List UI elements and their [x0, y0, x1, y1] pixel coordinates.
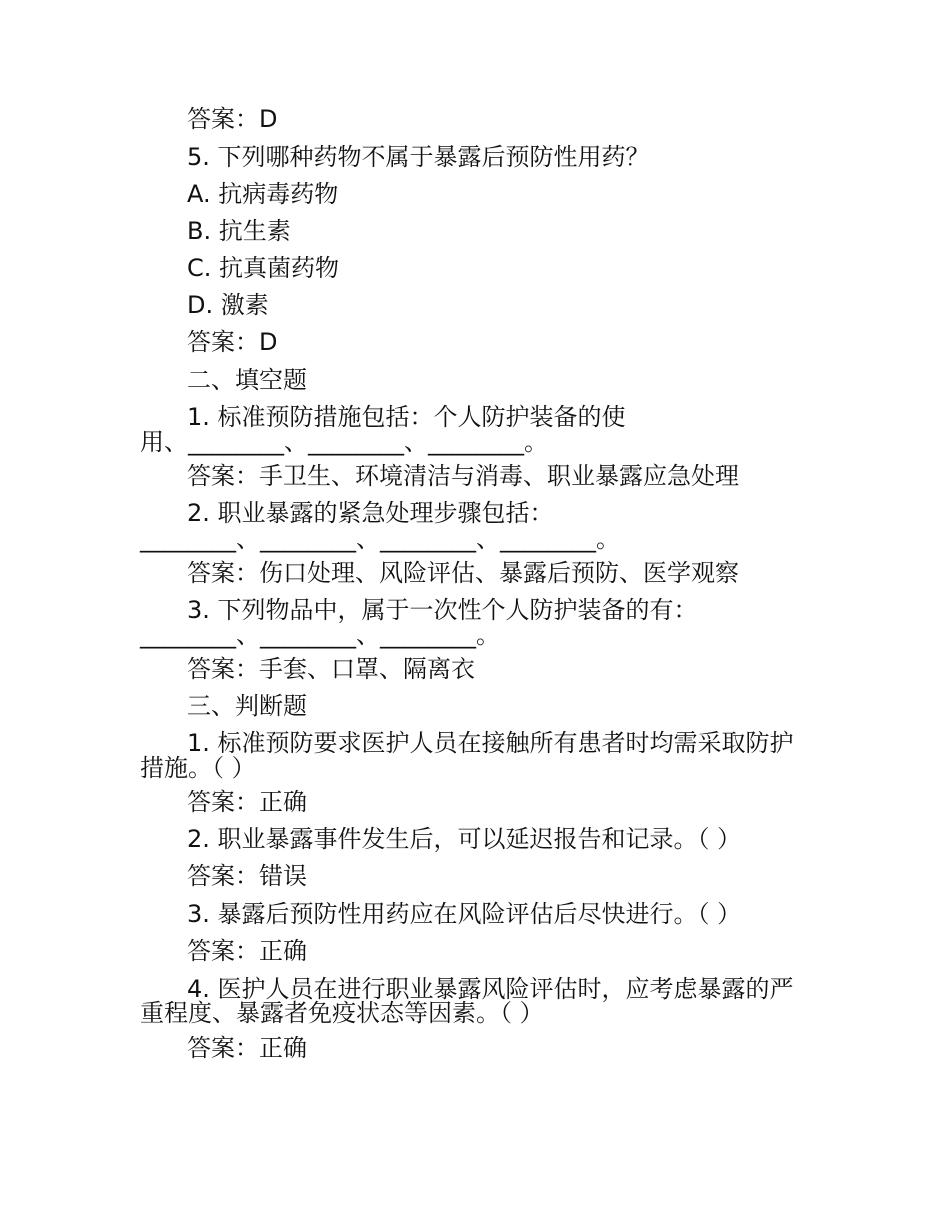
option-line: B. 抗生素: [187, 217, 291, 245]
answer-line: 答案：手卫生、环境清洁与消毒、职业暴露应急处理: [187, 462, 739, 490]
question-line-continued: ________、________、________。: [140, 621, 500, 649]
question-line: 1. 标准预防措施包括：个人防护装备的使: [187, 403, 626, 431]
question-line-continued: 措施。（ ）: [140, 754, 256, 782]
question-line: 5. 下列哪种药物不属于暴露后预防性用药？: [187, 143, 650, 171]
answer-line: 答案：正确: [187, 937, 307, 965]
answer-line: 答案：手套、口罩、隔离衣: [187, 655, 475, 683]
question-line-continued: ________、________、________、________。: [140, 525, 620, 553]
question-line: 2. 职业暴露的紧急处理步骤包括：: [187, 499, 554, 527]
question-line-continued: 用、________、________、________。: [140, 428, 548, 456]
answer-line: 答案：D: [187, 328, 278, 356]
question-line: 3. 暴露后预防性用药应在风险评估后尽快进行。（ ）: [187, 900, 742, 928]
answer-line: 答案：D: [187, 105, 278, 133]
option-line: D. 激素: [187, 291, 269, 319]
question-line: 3. 下列物品中，属于一次性个人防护装备的有：: [187, 596, 698, 624]
answer-line: 答案：错误: [187, 862, 307, 890]
section-heading: 三、判断题: [187, 692, 307, 720]
section-heading: 二、填空题: [187, 366, 307, 394]
option-line: A. 抗病毒药物: [187, 180, 339, 208]
answer-line: 答案：伤口处理、风险评估、暴露后预防、医学观察: [187, 559, 739, 587]
question-line: 4. 医护人员在进行职业暴露风险评估时，应考虑暴露的严: [187, 975, 794, 1003]
question-line-continued: 重程度、暴露者免疫状态等因素。（ ）: [140, 999, 544, 1027]
question-line: 2. 职业暴露事件发生后，可以延迟报告和记录。（ ）: [187, 825, 742, 853]
answer-line: 答案：正确: [187, 788, 307, 816]
option-line: C. 抗真菌药物: [187, 254, 340, 282]
answer-line: 答案：正确: [187, 1034, 307, 1062]
question-line: 1. 标准预防要求医护人员在接触所有患者时均需采取防护: [187, 729, 794, 757]
